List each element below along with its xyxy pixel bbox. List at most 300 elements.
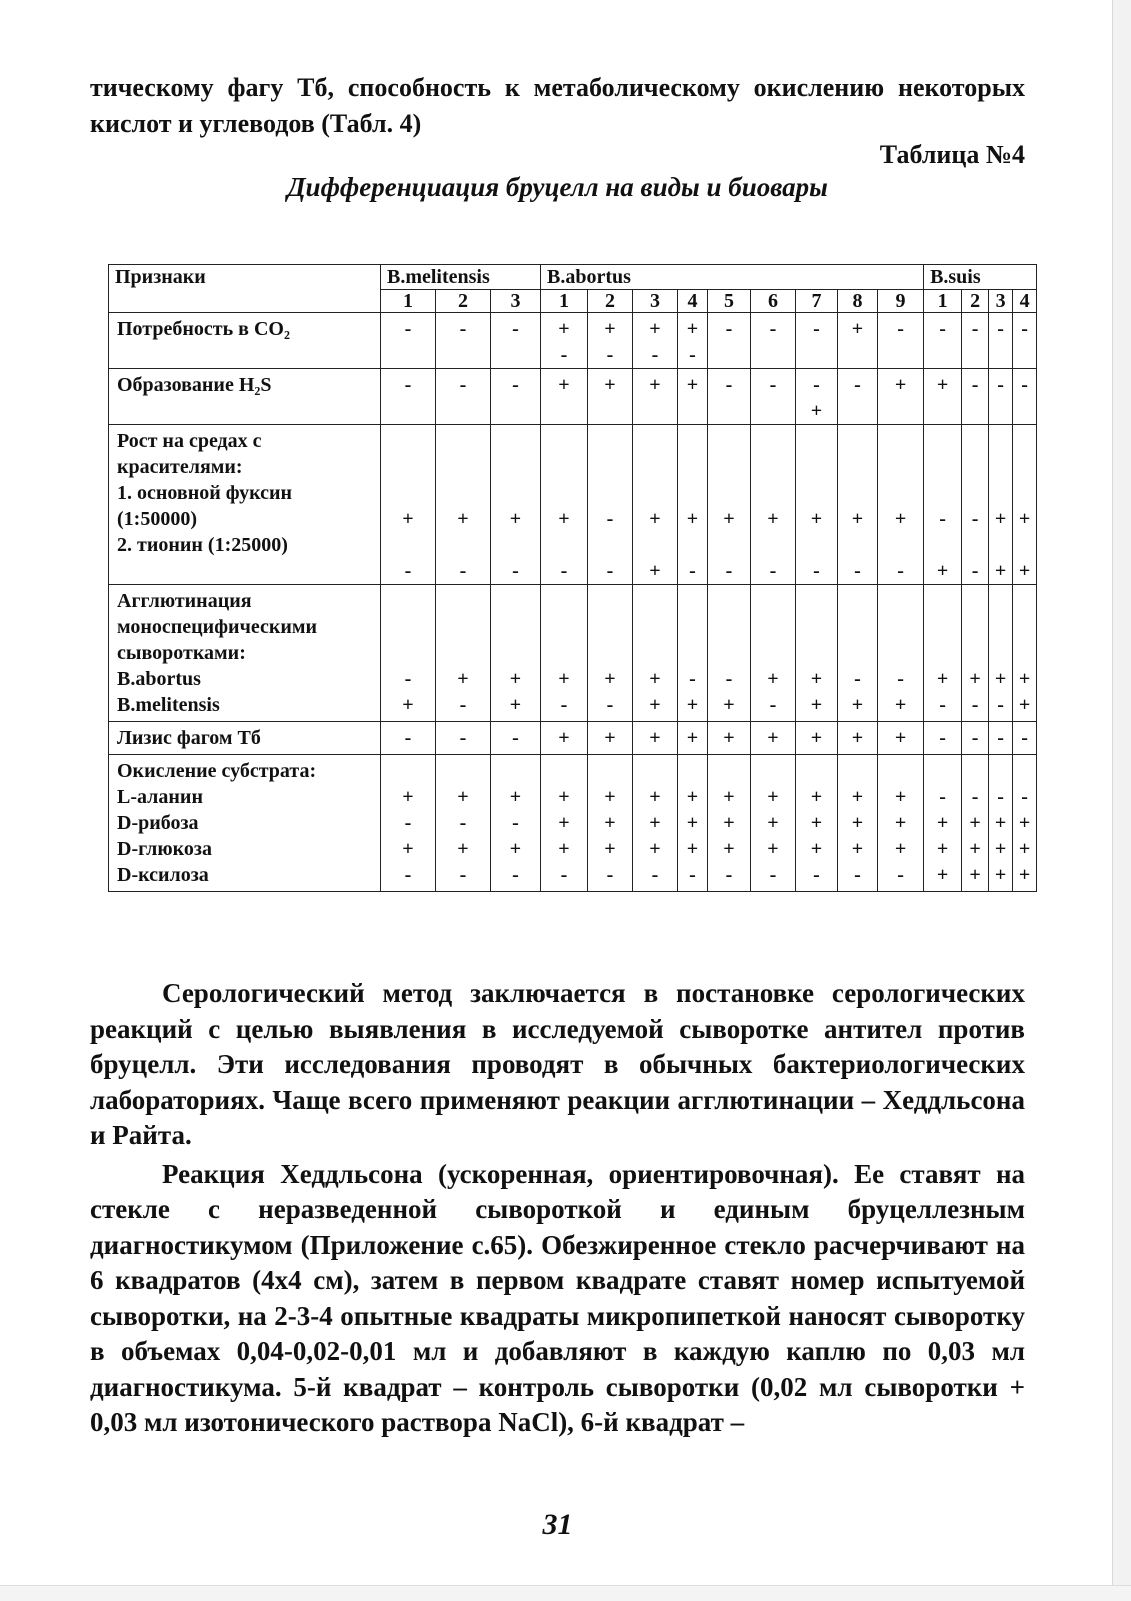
reaction-sign bbox=[878, 532, 923, 558]
reaction-sign bbox=[796, 614, 837, 640]
value-cell bbox=[989, 425, 1013, 585]
reaction-sign: + bbox=[686, 318, 699, 340]
reaction-sign bbox=[796, 532, 837, 558]
reaction-sign: - bbox=[854, 668, 861, 690]
reaction-sign bbox=[381, 454, 435, 480]
reaction-sign: + bbox=[686, 374, 699, 396]
value-cell bbox=[541, 585, 588, 722]
reaction-sign: - bbox=[1021, 786, 1028, 808]
reaction-sign bbox=[588, 532, 632, 558]
reaction-sign bbox=[491, 588, 540, 614]
reaction-sign bbox=[381, 758, 435, 784]
reaction-sign: + bbox=[558, 727, 570, 749]
reaction-sign: + bbox=[810, 694, 823, 716]
reaction-sign bbox=[588, 614, 632, 640]
value-cell bbox=[878, 722, 924, 755]
reaction-sign bbox=[878, 758, 923, 784]
reaction-sign bbox=[924, 428, 961, 454]
reaction-sign bbox=[796, 454, 837, 480]
value-cell bbox=[962, 722, 989, 755]
reaction-sign bbox=[436, 758, 490, 784]
reaction-sign bbox=[678, 454, 707, 480]
reaction-sign bbox=[633, 640, 677, 666]
reaction-sign: - bbox=[404, 374, 412, 396]
reaction-sign: - bbox=[404, 318, 412, 340]
value-cell bbox=[708, 369, 751, 425]
feature-label: Образование H₂S bbox=[117, 374, 272, 396]
value-cell bbox=[381, 755, 436, 892]
reaction-sign: - bbox=[689, 668, 696, 690]
feature-label: 1. основной фуксин bbox=[117, 482, 293, 504]
biovar-number: 4 bbox=[1013, 290, 1037, 313]
reaction-sign: + bbox=[969, 838, 981, 860]
value-cell bbox=[1013, 313, 1037, 369]
reaction-sign: + bbox=[894, 727, 907, 749]
value-cell bbox=[751, 313, 796, 369]
reaction-sign: - bbox=[560, 694, 568, 716]
biovar-number: 2 bbox=[436, 290, 491, 313]
table-row bbox=[109, 585, 1037, 722]
reaction-sign: + bbox=[994, 668, 1007, 690]
reaction-sign bbox=[751, 588, 795, 614]
value-cell bbox=[708, 722, 751, 755]
reaction-sign bbox=[491, 532, 540, 558]
value-cell bbox=[541, 369, 588, 425]
reaction-sign bbox=[633, 758, 677, 784]
reaction-sign: - bbox=[769, 560, 777, 582]
reaction-sign bbox=[838, 614, 877, 640]
reaction-sign bbox=[751, 640, 795, 666]
reaction-sign: - bbox=[404, 812, 412, 834]
reaction-sign: + bbox=[810, 838, 823, 860]
reaction-sign bbox=[381, 640, 435, 666]
reaction-sign bbox=[491, 480, 540, 506]
reaction-sign: + bbox=[723, 812, 735, 834]
reaction-sign: + bbox=[994, 838, 1007, 860]
reaction-sign bbox=[678, 588, 707, 614]
value-cell bbox=[588, 755, 633, 892]
value-cell bbox=[1013, 369, 1037, 425]
value-cell bbox=[989, 313, 1013, 369]
reaction-sign bbox=[878, 428, 923, 454]
reaction-sign bbox=[381, 588, 435, 614]
reaction-sign: - bbox=[459, 812, 467, 834]
reaction-sign: - bbox=[997, 694, 1004, 716]
reaction-sign: - bbox=[971, 727, 979, 749]
value-cell bbox=[1013, 722, 1037, 755]
reaction-sign: - bbox=[459, 560, 467, 582]
table-body bbox=[109, 313, 1037, 892]
reaction-sign bbox=[1013, 614, 1036, 640]
reaction-sign: - bbox=[997, 727, 1004, 749]
value-cell bbox=[989, 755, 1013, 892]
reaction-sign: + bbox=[1018, 864, 1031, 886]
reaction-sign bbox=[541, 532, 587, 558]
reaction-sign bbox=[751, 614, 795, 640]
value-cell bbox=[838, 722, 878, 755]
reaction-sign: + bbox=[604, 727, 616, 749]
reaction-sign bbox=[796, 758, 837, 784]
value-cell bbox=[678, 722, 708, 755]
paragraph-heddleson-reaction: Реакция Хеддльсона (ускоренная, ориентировочная). Ее ставят на стекле с неразведенной сывороткой и единым бруцеллезным диагностикумом (Приложение с.65). Обезжиренное стекло расчерчивают на 6 квадратов (4х4 см), затем в первом квадрате ставят номер испытуемой сыворотки, на 2-3-4 опытные квадраты микропипеткой наносят сыворотку в объемах 0,04-0,02-0,01 мл и добавляют в каждую каплю по 0,03 мл диагностикума. 5-й квадрат – контроль сыворотки (0,02 мл сыворотки + 0,03 мл изотонического раствора NaCl), 6-й квадрат – bbox=[90, 1158, 1025, 1437]
value-cell bbox=[381, 585, 436, 722]
reaction-sign: + bbox=[686, 812, 699, 834]
reaction-sign: + bbox=[936, 812, 949, 834]
reaction-sign bbox=[633, 532, 677, 558]
reaction-sign bbox=[962, 758, 988, 784]
reaction-sign: + bbox=[649, 508, 661, 530]
reaction-sign bbox=[381, 480, 435, 506]
reaction-sign: + bbox=[723, 838, 735, 860]
feature-header: Признаки bbox=[109, 265, 381, 313]
value-cell bbox=[878, 755, 924, 892]
value-cell bbox=[678, 585, 708, 722]
reaction-sign bbox=[838, 640, 877, 666]
reaction-sign: - bbox=[725, 864, 733, 886]
reaction-sign bbox=[989, 480, 1012, 506]
reaction-sign bbox=[924, 640, 961, 666]
value-cell bbox=[436, 425, 491, 585]
reaction-sign: + bbox=[894, 838, 907, 860]
reaction-sign: - bbox=[854, 374, 861, 396]
reaction-sign bbox=[678, 758, 707, 784]
reaction-sign: + bbox=[936, 864, 949, 886]
feature-label: моноспецифическими bbox=[117, 616, 318, 638]
reaction-sign bbox=[678, 640, 707, 666]
reaction-sign: + bbox=[558, 812, 570, 834]
reaction-sign: - bbox=[813, 864, 820, 886]
feature-label: 2. тионин (1:25000) bbox=[117, 534, 288, 556]
reaction-sign: - bbox=[854, 560, 861, 582]
value-cell bbox=[678, 369, 708, 425]
reaction-sign bbox=[633, 588, 677, 614]
reaction-sign bbox=[678, 480, 707, 506]
value-cell bbox=[381, 722, 436, 755]
reaction-sign: + bbox=[851, 318, 864, 340]
reaction-sign: - bbox=[459, 864, 467, 886]
reaction-sign: + bbox=[649, 318, 661, 340]
table-row bbox=[109, 369, 1037, 425]
reaction-sign: - bbox=[725, 560, 733, 582]
reaction-sign bbox=[1013, 480, 1036, 506]
reaction-sign: - bbox=[939, 508, 946, 530]
reaction-sign: + bbox=[649, 560, 661, 582]
reaction-sign: - bbox=[689, 560, 696, 582]
value-cell bbox=[1013, 755, 1037, 892]
reaction-sign: + bbox=[604, 786, 616, 808]
reaction-sign: + bbox=[558, 838, 570, 860]
reaction-sign bbox=[751, 454, 795, 480]
reaction-sign: + bbox=[649, 374, 661, 396]
brucella-differentiation-table bbox=[108, 264, 1037, 892]
reaction-sign bbox=[491, 758, 540, 784]
reaction-sign: + bbox=[457, 838, 469, 860]
reaction-sign: + bbox=[810, 727, 823, 749]
reaction-sign: + bbox=[994, 560, 1007, 582]
reaction-sign bbox=[962, 614, 988, 640]
reaction-sign: - bbox=[459, 694, 467, 716]
reaction-sign: + bbox=[810, 812, 823, 834]
reaction-sign: + bbox=[851, 812, 864, 834]
reaction-sign: - bbox=[769, 374, 777, 396]
paragraph-serological-text: заключается в постановке серологических реакций с целью выявления в исследуемой сыворотке антител против бруцелл. Эти исследования проводят в обычных бактериологических лабораториях. Чаще всего применяют реакции агглютинации – Хеддльсона и Райта. bbox=[90, 978, 1025, 1150]
reaction-sign bbox=[1013, 428, 1036, 454]
reaction-sign bbox=[541, 428, 587, 454]
reaction-sign: + bbox=[767, 508, 779, 530]
reaction-sign bbox=[878, 614, 923, 640]
reaction-sign: + bbox=[1018, 694, 1031, 716]
reaction-sign bbox=[381, 532, 435, 558]
value-cell bbox=[751, 425, 796, 585]
biovar-number: 6 bbox=[751, 290, 796, 313]
reaction-sign bbox=[678, 532, 707, 558]
reaction-sign: - bbox=[606, 508, 614, 530]
value-cell bbox=[838, 425, 878, 585]
reaction-sign bbox=[924, 480, 961, 506]
feature-label: (1:50000) bbox=[117, 508, 197, 530]
feature-label: L-аланин bbox=[117, 786, 203, 808]
reaction-sign bbox=[708, 480, 750, 506]
biovar-number: 1 bbox=[924, 290, 962, 313]
reaction-sign bbox=[751, 532, 795, 558]
reaction-sign: + bbox=[509, 668, 522, 690]
page-edge-right bbox=[1112, 0, 1131, 1600]
reaction-sign bbox=[708, 532, 750, 558]
value-cell bbox=[878, 425, 924, 585]
reaction-sign: - bbox=[971, 374, 979, 396]
reaction-sign: + bbox=[994, 508, 1007, 530]
feature-label: сыворотками: bbox=[117, 642, 246, 664]
value-cell bbox=[878, 369, 924, 425]
reaction-sign: - bbox=[512, 318, 519, 340]
reaction-sign: - bbox=[512, 727, 519, 749]
value-cell bbox=[796, 722, 838, 755]
reaction-sign: + bbox=[767, 668, 779, 690]
reaction-sign bbox=[436, 588, 490, 614]
reaction-sign: + bbox=[894, 786, 907, 808]
reaction-sign: + bbox=[558, 786, 570, 808]
reaction-sign bbox=[588, 758, 632, 784]
value-cell bbox=[491, 369, 541, 425]
reaction-sign: + bbox=[604, 318, 616, 340]
value-cell bbox=[751, 755, 796, 892]
reaction-sign bbox=[708, 614, 750, 640]
reaction-sign: + bbox=[767, 838, 779, 860]
value-cell bbox=[708, 755, 751, 892]
reaction-sign bbox=[878, 480, 923, 506]
reaction-sign: + bbox=[558, 374, 570, 396]
page-edge-bottom bbox=[0, 1585, 1131, 1601]
reaction-sign: - bbox=[939, 694, 946, 716]
feature-cell bbox=[109, 425, 381, 585]
value-cell bbox=[491, 313, 541, 369]
reaction-sign bbox=[633, 428, 677, 454]
reaction-sign bbox=[588, 588, 632, 614]
reaction-sign bbox=[838, 758, 877, 784]
value-cell bbox=[962, 313, 989, 369]
reaction-sign: + bbox=[457, 786, 469, 808]
reaction-sign: + bbox=[723, 508, 735, 530]
value-cell bbox=[751, 722, 796, 755]
value-cell bbox=[633, 722, 678, 755]
value-cell bbox=[436, 585, 491, 722]
reaction-sign: + bbox=[851, 786, 864, 808]
biovar-number: 2 bbox=[588, 290, 633, 313]
reaction-sign: + bbox=[723, 694, 735, 716]
reaction-sign bbox=[1013, 640, 1036, 666]
reaction-sign: - bbox=[939, 318, 946, 340]
reaction-sign bbox=[878, 454, 923, 480]
reaction-sign bbox=[838, 588, 877, 614]
value-cell bbox=[878, 585, 924, 722]
reaction-sign: - bbox=[512, 374, 519, 396]
value-cell bbox=[962, 585, 989, 722]
reaction-sign: + bbox=[851, 694, 864, 716]
reaction-sign: + bbox=[767, 812, 779, 834]
feature-label: красителями: bbox=[117, 456, 243, 478]
reaction-sign: + bbox=[894, 694, 907, 716]
reaction-sign bbox=[924, 454, 961, 480]
reaction-sign: - bbox=[689, 344, 696, 366]
reaction-sign bbox=[962, 640, 988, 666]
reaction-sign: + bbox=[457, 668, 469, 690]
species-header: B.melitensis bbox=[381, 265, 541, 290]
feature-label: Лизис фагом Тб bbox=[117, 727, 261, 749]
term-serological-method: Серологический метод bbox=[162, 978, 453, 1008]
value-cell bbox=[708, 425, 751, 585]
value-cell bbox=[588, 313, 633, 369]
reaction-sign bbox=[989, 640, 1012, 666]
reaction-sign: + bbox=[994, 864, 1007, 886]
value-cell bbox=[751, 369, 796, 425]
reaction-sign: - bbox=[560, 864, 568, 886]
reaction-sign bbox=[962, 588, 988, 614]
value-cell bbox=[838, 585, 878, 722]
reaction-sign: + bbox=[686, 838, 699, 860]
value-cell bbox=[541, 722, 588, 755]
reaction-sign bbox=[796, 588, 837, 614]
reaction-sign: + bbox=[686, 786, 699, 808]
reaction-sign: - bbox=[725, 374, 733, 396]
value-cell bbox=[962, 369, 989, 425]
reaction-sign bbox=[436, 614, 490, 640]
reaction-sign bbox=[878, 588, 923, 614]
value-cell bbox=[678, 425, 708, 585]
reaction-sign: + bbox=[810, 786, 823, 808]
feature-label: Окисление субстрата: bbox=[117, 760, 317, 782]
reaction-sign bbox=[381, 428, 435, 454]
reaction-sign: - bbox=[897, 560, 904, 582]
feature-cell bbox=[109, 369, 381, 425]
reaction-sign bbox=[436, 532, 490, 558]
table-number: Таблица №4 bbox=[879, 140, 1025, 169]
reaction-sign: + bbox=[686, 508, 699, 530]
reaction-sign: - bbox=[560, 344, 568, 366]
reaction-sign: - bbox=[651, 344, 659, 366]
reaction-sign bbox=[633, 454, 677, 480]
value-cell bbox=[381, 369, 436, 425]
reaction-sign: - bbox=[512, 812, 519, 834]
reaction-sign: - bbox=[459, 727, 467, 749]
reaction-sign: + bbox=[767, 727, 779, 749]
reaction-sign bbox=[708, 454, 750, 480]
reaction-sign bbox=[878, 640, 923, 666]
reaction-sign bbox=[796, 428, 837, 454]
reaction-sign: + bbox=[558, 668, 570, 690]
feature-cell bbox=[109, 755, 381, 892]
reaction-sign bbox=[436, 454, 490, 480]
value-cell bbox=[878, 313, 924, 369]
value-cell bbox=[989, 369, 1013, 425]
reaction-sign bbox=[436, 640, 490, 666]
reaction-sign bbox=[588, 454, 632, 480]
reaction-sign: + bbox=[851, 727, 864, 749]
value-cell bbox=[989, 722, 1013, 755]
reaction-sign: + bbox=[851, 508, 864, 530]
reaction-sign: + bbox=[1018, 838, 1031, 860]
reaction-sign bbox=[989, 428, 1012, 454]
biovar-number: 1 bbox=[541, 290, 588, 313]
reaction-sign: + bbox=[994, 812, 1007, 834]
reaction-sign: + bbox=[649, 727, 661, 749]
value-cell bbox=[1013, 585, 1037, 722]
reaction-sign bbox=[678, 428, 707, 454]
reaction-sign: + bbox=[1018, 668, 1031, 690]
value-cell bbox=[491, 585, 541, 722]
value-cell bbox=[708, 585, 751, 722]
reaction-sign bbox=[541, 758, 587, 784]
reaction-sign bbox=[678, 614, 707, 640]
value-cell bbox=[436, 722, 491, 755]
reaction-sign: + bbox=[604, 838, 616, 860]
reaction-sign: - bbox=[971, 694, 979, 716]
reaction-sign: - bbox=[813, 318, 820, 340]
reaction-sign: - bbox=[512, 560, 519, 582]
value-cell bbox=[708, 313, 751, 369]
feature-label: Рост на средах с bbox=[117, 430, 262, 452]
table-title: Дифференциация бруцелл на виды и биовары bbox=[287, 172, 828, 202]
value-cell bbox=[962, 755, 989, 892]
reaction-sign: + bbox=[509, 508, 522, 530]
reaction-sign: + bbox=[851, 838, 864, 860]
value-cell bbox=[633, 425, 678, 585]
reaction-sign: + bbox=[894, 374, 907, 396]
reaction-sign: - bbox=[459, 374, 467, 396]
reaction-sign: - bbox=[512, 864, 519, 886]
reaction-sign bbox=[708, 640, 750, 666]
feature-label: Потребность в CO₂ bbox=[117, 318, 290, 340]
reaction-sign bbox=[1013, 588, 1036, 614]
reaction-sign bbox=[708, 758, 750, 784]
reaction-sign: + bbox=[969, 668, 981, 690]
value-cell bbox=[796, 585, 838, 722]
biovar-number: 8 bbox=[838, 290, 878, 313]
reaction-sign: + bbox=[509, 786, 522, 808]
reaction-sign bbox=[588, 428, 632, 454]
reaction-sign bbox=[491, 454, 540, 480]
value-cell bbox=[924, 755, 962, 892]
reaction-sign: + bbox=[558, 318, 570, 340]
reaction-sign bbox=[436, 428, 490, 454]
biovar-number: 3 bbox=[633, 290, 678, 313]
reaction-sign: + bbox=[936, 560, 949, 582]
value-cell bbox=[436, 313, 491, 369]
reaction-sign bbox=[962, 532, 988, 558]
reaction-sign bbox=[541, 480, 587, 506]
reaction-sign: - bbox=[769, 694, 777, 716]
value-cell bbox=[633, 585, 678, 722]
reaction-sign: - bbox=[971, 318, 979, 340]
